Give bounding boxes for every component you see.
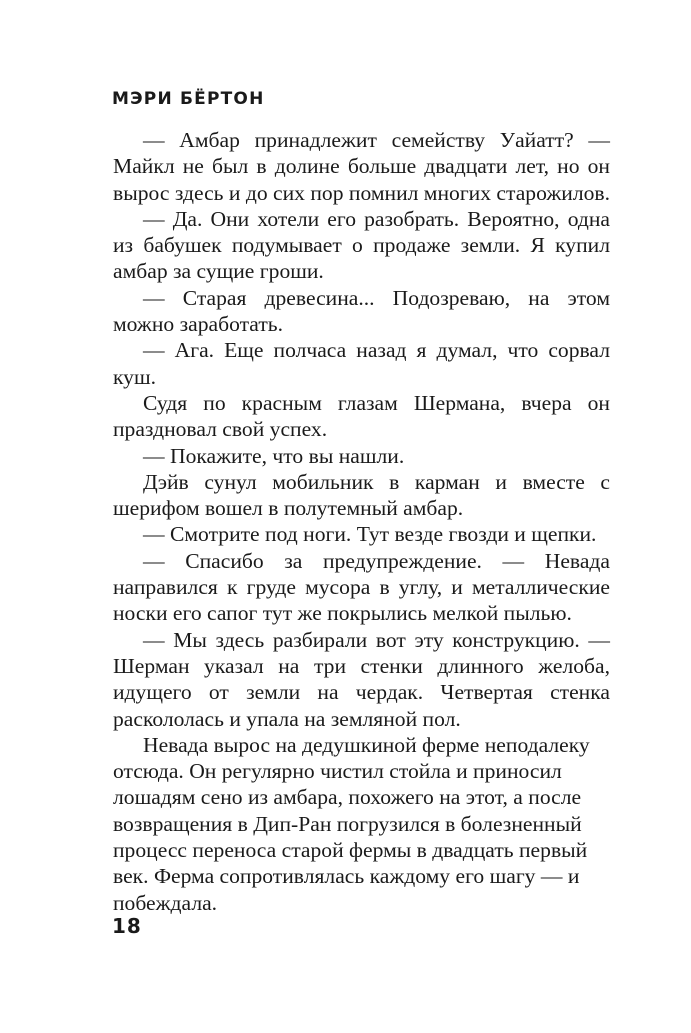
paragraph: — Старая древесина... Подозреваю, на этом можно заработать. xyxy=(113,285,610,337)
paragraph: — Покажите, что вы нашли. xyxy=(143,443,405,468)
paragraph: Судя по красным глазам Шермана, вчера он праздновал свой успех. xyxy=(113,390,610,442)
paragraph: — Мы здесь разбирали вот эту конструкцию. — Шерман указал на три стенки длинного желоба, идущего от земли на чердак. Четвертая стенка раскололась и упала на земляной пол. xyxy=(113,627,610,731)
paragraph: — Да. Они хотели его разобрать. Вероятно, одна из бабушек подумывает о продаже земли. Я купил амбар за сущие гроши. xyxy=(113,206,610,284)
paragraph: — Амбар принадлежит семейству Уайатт? — Майкл не был в долине больше двадцати лет, но он вырос здесь и до сих пор помнил многих старожилов. xyxy=(113,128,611,205)
body-text xyxy=(113,127,610,916)
page-number: 18 xyxy=(112,914,142,938)
paragraph: Дэйв сунул мобильник в карман и вместе с шерифом вошел в полутемный амбар. xyxy=(113,469,610,521)
paragraph: — Спасибо за предупреждение. — Невада направился к груде мусора в углу, и металлические носки его сапог тут же покрылись мелкой пылью. xyxy=(113,548,610,626)
paragraph: — Ага. Еще полчаса назад я думал, что сорвал куш. xyxy=(113,338,610,389)
paragraph: Невада вырос на дедушкиной ферме неподалеку отсюда. Он регулярно чистил стойла и приносил лошадям сено из амбара, похожего на этот, а после возвращения в Дип-Ран погрузился в болезненный процесс переноса старой фермы в двадцать первый век. Ферма сопротивлялась каждому его шагу — и побеждала. xyxy=(113,732,590,915)
paragraph: — Смотрите под ноги. Тут везде гвозди и щепки. xyxy=(143,522,597,547)
running-head-author: МЭРИ БЁРТОН xyxy=(112,89,265,109)
